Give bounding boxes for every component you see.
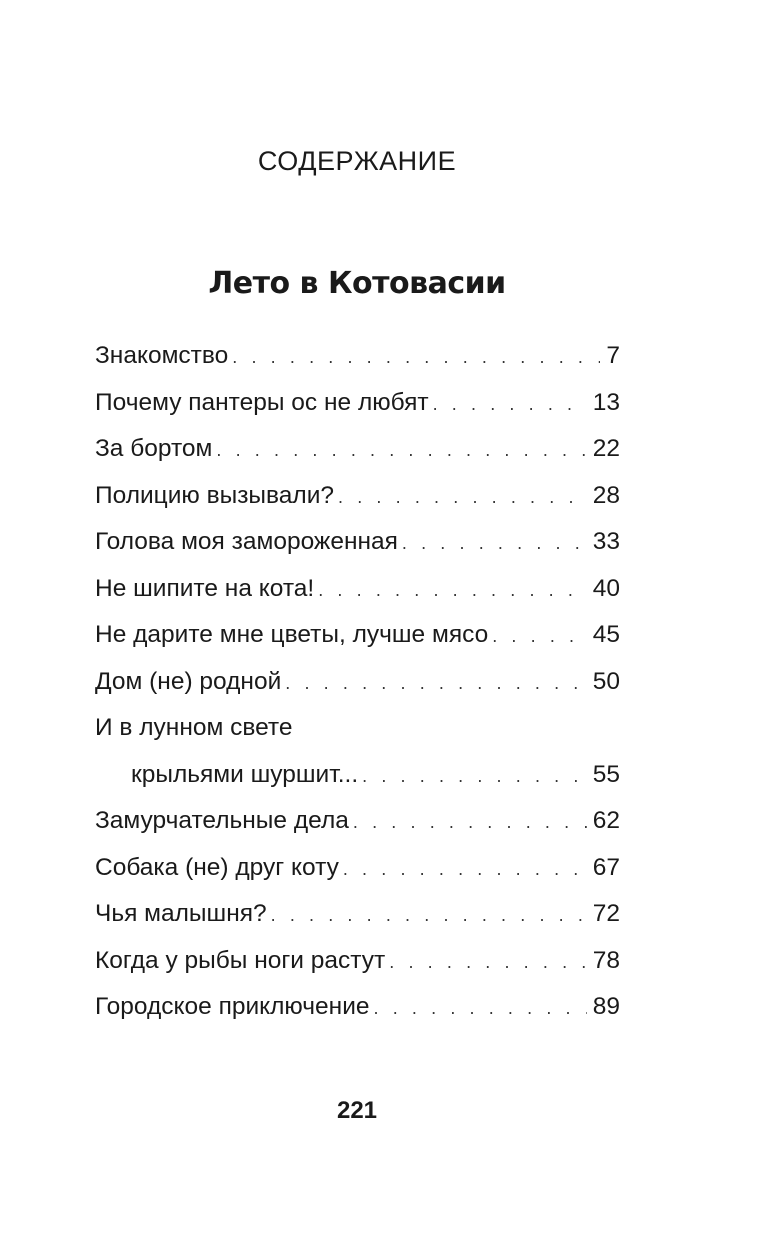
toc-entry-page: 78 — [592, 946, 620, 974]
toc-entry-page: 28 — [592, 481, 620, 509]
toc-entry-title: Когда у рыбы ноги растут — [95, 946, 386, 974]
toc-entry-title: Не дарите мне цветы, лучше мясо — [95, 621, 489, 648]
toc-entry[interactable] — [95, 993, 620, 1040]
toc-entry-title: За бортом — [95, 435, 213, 462]
toc-entry-title: Городское приключение — [95, 993, 370, 1020]
toc-entry[interactable] — [95, 435, 620, 482]
toc-entry[interactable] — [95, 807, 620, 854]
toc-entry-page: 89 — [592, 993, 620, 1020]
toc-dot-leader — [343, 859, 587, 880]
toc-dot-leader — [338, 487, 587, 508]
toc-dot-leader — [285, 673, 586, 694]
toc-entry-title: Собака (не) друг коту — [95, 853, 339, 881]
toc-entry-title: Почему пантеры ос не любят — [95, 388, 429, 416]
page-heading: СОДЕРЖАНИЕ — [257, 146, 457, 176]
toc-entry-title: Дом (не) родной — [95, 667, 282, 695]
toc-entry-page: 33 — [592, 528, 620, 555]
toc-dot-leader — [216, 440, 586, 461]
toc-dot-leader — [374, 998, 587, 1019]
toc-entry-title: Голова моя замороженная — [95, 528, 398, 555]
toc-entry-page: 13 — [592, 388, 620, 416]
toc-entry-page: 7 — [606, 342, 620, 369]
toc-dot-leader — [271, 905, 587, 926]
toc-entry[interactable] — [95, 621, 620, 668]
toc-entry-title: Знакомство — [95, 342, 229, 369]
toc-entry-title: крыльями шуршит... — [131, 760, 359, 788]
toc-dot-leader — [362, 766, 587, 787]
section-title: Лето в Котовасии — [208, 266, 506, 301]
toc-dot-leader — [353, 812, 587, 833]
page-number: 221 — [336, 1097, 378, 1124]
toc-entry-page: 45 — [592, 621, 620, 648]
toc-entry-page: 50 — [592, 667, 620, 695]
toc-entry[interactable] — [95, 900, 620, 947]
toc-entry[interactable] — [95, 528, 620, 575]
toc-entry-page: 22 — [592, 435, 620, 462]
table-of-contents — [95, 342, 620, 1040]
toc-dot-leader — [389, 952, 586, 973]
toc-entry-page: 55 — [592, 760, 620, 788]
toc-entry[interactable] — [95, 947, 620, 994]
toc-entry-title: Не шипите на кота! — [95, 574, 315, 602]
toc-entry[interactable] — [95, 575, 620, 622]
toc-entry[interactable] — [95, 668, 620, 715]
toc-entry[interactable] — [95, 854, 620, 901]
toc-entry[interactable] — [95, 389, 620, 436]
toc-entry-title: Полицию вызывали? — [95, 481, 335, 509]
toc-dot-leader — [492, 626, 587, 647]
toc-entry-title: Чья малышня? — [95, 900, 267, 927]
toc-dot-leader — [402, 533, 587, 554]
toc-entry-title: И в лунном свете — [95, 714, 293, 741]
toc-dot-leader — [232, 347, 600, 368]
toc-entry[interactable] — [95, 342, 620, 389]
toc-entry-title: Замурчательные дела — [95, 807, 349, 834]
toc-entry-page: 40 — [592, 574, 620, 602]
toc-dot-leader — [318, 580, 587, 601]
toc-entry[interactable] — [95, 482, 620, 529]
toc-entry-page: 62 — [592, 807, 620, 834]
toc-entry-page: 67 — [592, 853, 620, 881]
toc-dot-leader — [433, 394, 587, 415]
toc-entry-first-line[interactable] — [95, 714, 620, 761]
toc-entry-page: 72 — [592, 900, 620, 927]
toc-entry-continuation[interactable] — [95, 761, 620, 808]
